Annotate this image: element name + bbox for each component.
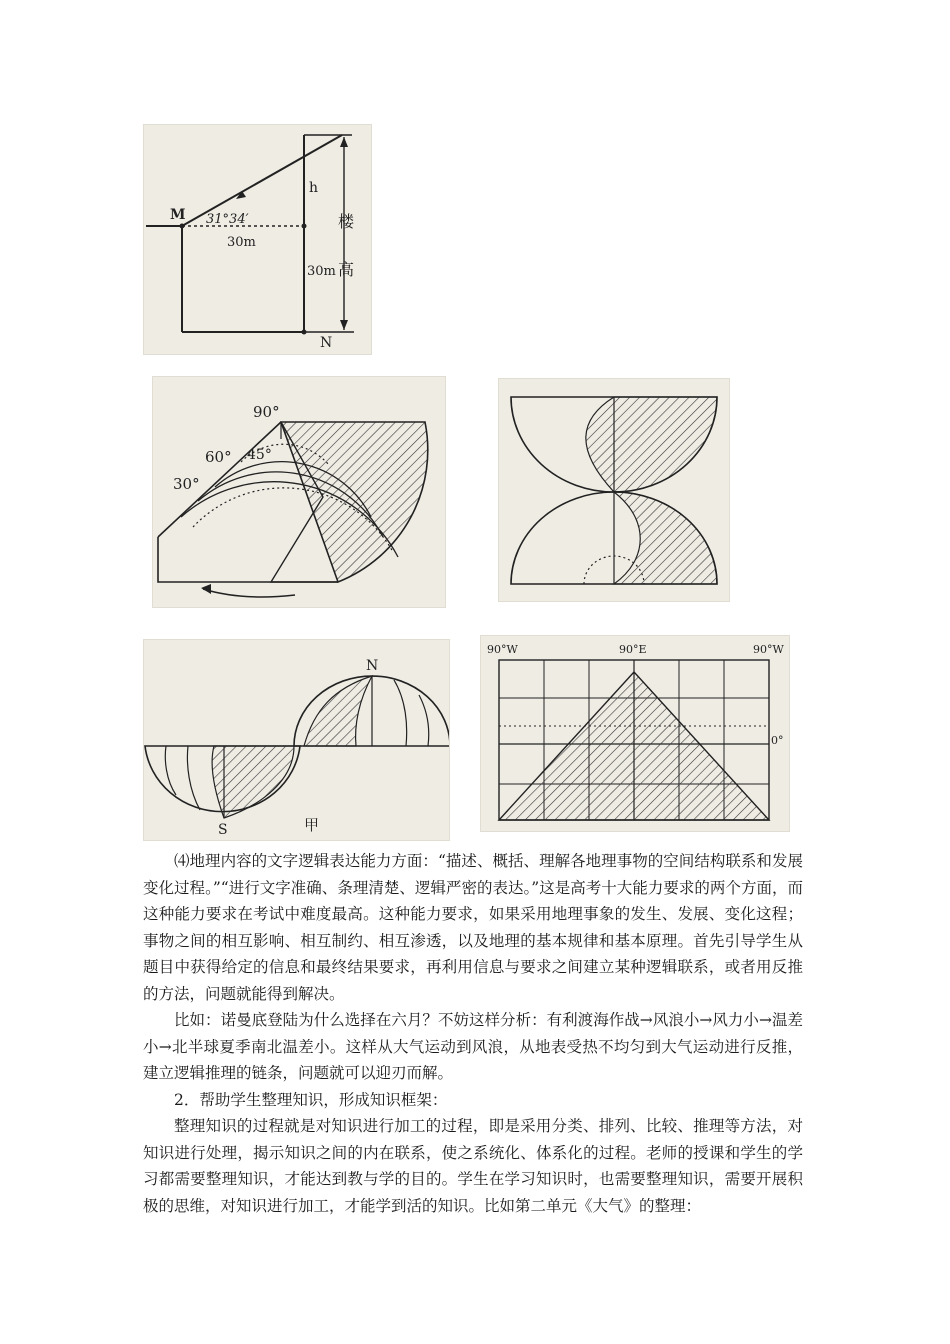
- label-caption-jia: 甲: [304, 816, 320, 834]
- figure-fan-polar: [152, 376, 446, 608]
- label-lon-mid: 90°E: [619, 643, 647, 656]
- label-lat-30: 30°: [173, 475, 200, 493]
- label-lat-45: 45°: [247, 447, 272, 463]
- paragraph-normandy-example: 比如：诺曼底登陆为什么选择在六月？不妨这样分析：有利渡海作战→风浪小→风力小→温差小→北半球夏季南北温差小。这样从大气运动到风浪，从地表受热不均匀到大气运动进行反推，建立逻辑推理的链条，问题就可以迎刃而解。: [143, 1011, 803, 1082]
- label-lon-left: 90°W: [487, 643, 518, 656]
- label-point-m: M: [170, 207, 186, 223]
- label-equator: 0°: [771, 734, 784, 747]
- label-south: S: [218, 822, 228, 838]
- paragraph-organize-knowledge: 整理知识的过程就是对知识进行加工的过程，即是采用分类、排列、比较、推理等方法，对知识进行处理，揭示知识之间的内在联系，使之系统化、体系化的过程。老师的授课和学生的学习都需要整理知识，才能达到教与学的目的。学生在学习知识时，也需要整理知识，需要开展积极的思维，对知识进行加工，才能学到活的知识。比如第二单元《大气》的整理：: [143, 1117, 803, 1215]
- label-angle: 31°34′: [206, 212, 249, 227]
- label-distance-top: 30m: [227, 235, 256, 250]
- label-distance-side: 30m: [307, 264, 336, 279]
- label-point-n: N: [320, 335, 333, 351]
- figure-s-hemispheres: [143, 639, 450, 841]
- label-lat-60: 60°: [205, 448, 232, 466]
- paragraph-logic-expression: ⑷地理内容的文字逻辑表达能力方面：“描述、概括、理解各地理事物的空间结构联系和发展变化过程。”“进行文字准确、条理清楚、逻辑严密的表达。”这是高考十大能力要求的两个方面，而这种能力要求在考试中难度最高。这种能力要求，如果采用地理事象的发生、发展、变化这程；事物之间的相互影响、相互制约、相互渗透，以及地理的基本规律和基本原理。首先引导学生从题目中获得给定的信息和最终结果要求，再利用信息与要求之间建立某种逻辑联系，或者用反推的方法，问题就能得到解决。: [143, 852, 803, 1003]
- figure-hourglass: [498, 378, 730, 602]
- label-lon-right: 90°W: [753, 643, 784, 656]
- label-lou: 楼: [338, 212, 355, 231]
- label-h: h: [309, 180, 319, 196]
- label-lat-90: 90°: [253, 403, 280, 421]
- figure-triangle-grid: [480, 635, 790, 832]
- paragraph-section-heading: 2．帮助学生整理知识，形成知识框架：: [174, 1090, 448, 1109]
- label-north: N: [366, 658, 379, 674]
- figure-building-height: [143, 124, 372, 355]
- body-text: [143, 848, 803, 1219]
- label-gao: 高: [338, 260, 355, 279]
